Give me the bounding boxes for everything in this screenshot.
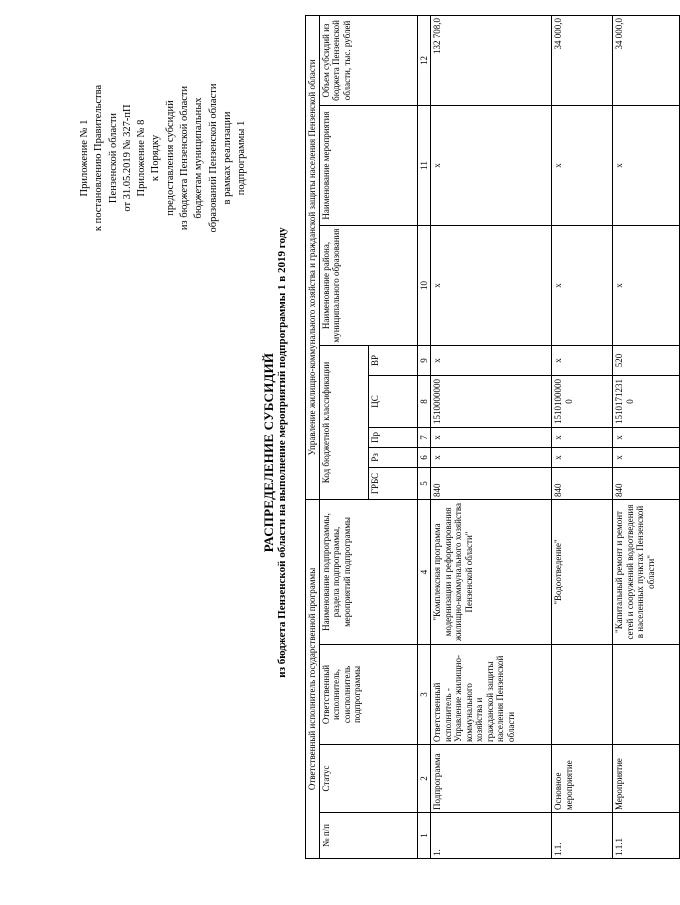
header-grbs: ГРБС (368, 467, 417, 499)
appendix-line: от 31.05.2019 № 327-пП (121, 104, 133, 212)
row-measure: х (613, 105, 680, 225)
row-name: "Комплексная программа модернизации и реформирования жилищно-коммунального хозяйства Пензенской области" (431, 499, 552, 644)
row-name: "Капитальный ремонт и ремонт сетей и сооружений водоотведения в населенных пунктах Пензенской области" (613, 499, 680, 644)
group-header-right: Управление жилищно-коммунального хозяйства и гражданской защиты населения Пензенской области (306, 15, 320, 499)
column-number: 3 (417, 645, 431, 745)
row-grbs: 840 (552, 467, 613, 499)
header-num: № п/п (319, 813, 417, 859)
row-num: 1.1.1 (613, 813, 680, 859)
appendix-line: из бюджета Пензенской области (179, 85, 191, 231)
subsidy-table (305, 15, 680, 859)
header-status: Статус (319, 745, 417, 813)
row-num: 1.1. (552, 813, 613, 859)
document-title: РАСПРЕДЕЛЕНИЕ СУБСИДИЙ (261, 352, 276, 553)
appendix-line: образований Пензенской области (207, 83, 219, 233)
column-number: 1 (417, 813, 431, 859)
row-executor (613, 645, 680, 745)
appendix-line: к Порядку (150, 134, 162, 182)
row-district: х (613, 225, 680, 345)
row-cs: 15101000000 (552, 375, 613, 427)
row-name: "Водоотведение" (552, 499, 613, 644)
table-group-header-row (306, 15, 320, 858)
column-number: 6 (417, 447, 431, 467)
row-district: х (431, 225, 552, 345)
column-number: 4 (417, 499, 431, 644)
row-measure: х (552, 105, 613, 225)
row-status: Мероприятие (613, 745, 680, 813)
appendix-line: Пензенской области (107, 112, 119, 204)
row-district: х (552, 225, 613, 345)
appendix-line: подпрограммы 1 (236, 120, 248, 196)
header-vr: ВР (368, 345, 417, 375)
row-pr: х (613, 427, 680, 447)
row-vr: 520 (613, 345, 680, 375)
column-number: 2 (417, 745, 431, 813)
group-header-left: Ответственный исполнитель государственной программы (306, 499, 320, 858)
header-cs: ЦС (368, 375, 417, 427)
row-cs: 15101712310 (613, 375, 680, 427)
column-number: 11 (417, 105, 431, 225)
table-row (431, 15, 552, 858)
row-rz: х (613, 447, 680, 467)
row-num: 1. (431, 813, 552, 859)
header-measure: Наименование мероприятия (319, 105, 417, 225)
row-volume: 34 000,0 (552, 15, 613, 105)
column-number: 10 (417, 225, 431, 345)
row-rz: х (552, 447, 613, 467)
column-number: 5 (417, 467, 431, 499)
row-status: Подпрограмма (431, 745, 552, 813)
row-grbs: 840 (613, 467, 680, 499)
row-cs: 1510000000 (431, 375, 552, 427)
row-rz: х (431, 447, 552, 467)
row-grbs: 840 (431, 467, 552, 499)
column-number: 12 (417, 15, 431, 105)
row-executor: Ответственный исполнитель - Управление жилищно-коммунального хозяйства и гражданской защиты населения Пензенской области (431, 645, 552, 745)
column-number: 7 (417, 427, 431, 447)
appendix-line: к постановлению Правительства (93, 84, 105, 232)
row-volume: 132 708,0 (431, 15, 552, 105)
row-vr: х (552, 345, 613, 375)
appendix-line: предоставления субсидий (164, 100, 176, 216)
row-measure: х (431, 105, 552, 225)
header-executor: Ответственный исполнитель, соисполнитель подпрограммы (319, 645, 417, 745)
row-pr: х (431, 427, 552, 447)
row-executor (552, 645, 613, 745)
header-name: Наименование подпрограммы, раздела подпрограммы, мероприятий подпрограммы (319, 499, 417, 644)
row-volume: 34 000,0 (613, 15, 680, 105)
row-vr: х (431, 345, 552, 375)
header-pr: Пр (368, 427, 417, 447)
appendix-block (78, 33, 250, 283)
row-pr: х (552, 427, 613, 447)
appendix-line: Приложение № 1 (79, 119, 90, 197)
document-subtitle: из бюджета Пензенской области на выполнение мероприятий подпрограммы 1 в 2019 году (276, 227, 288, 678)
appendix-line: в рамках реализации (221, 111, 233, 205)
header-volume: Объем субсидий из бюджета Пензенской области, тыс. рублей (319, 15, 417, 105)
header-budget-code: Код бюджетной классификации (319, 345, 368, 499)
table-header-row (319, 15, 368, 858)
column-number: 9 (417, 345, 431, 375)
table-row (613, 15, 680, 858)
appendix-line: бюджетам муниципальных (193, 97, 205, 219)
header-rz: Рз (368, 447, 417, 467)
appendix-line: Приложение № 8 (136, 119, 148, 197)
row-status: Основное мероприятие (552, 745, 613, 813)
column-number: 8 (417, 375, 431, 427)
table-row (552, 15, 613, 858)
column-numbers-row (417, 15, 431, 858)
header-district: Наименование района, муниципального образования (319, 225, 417, 345)
